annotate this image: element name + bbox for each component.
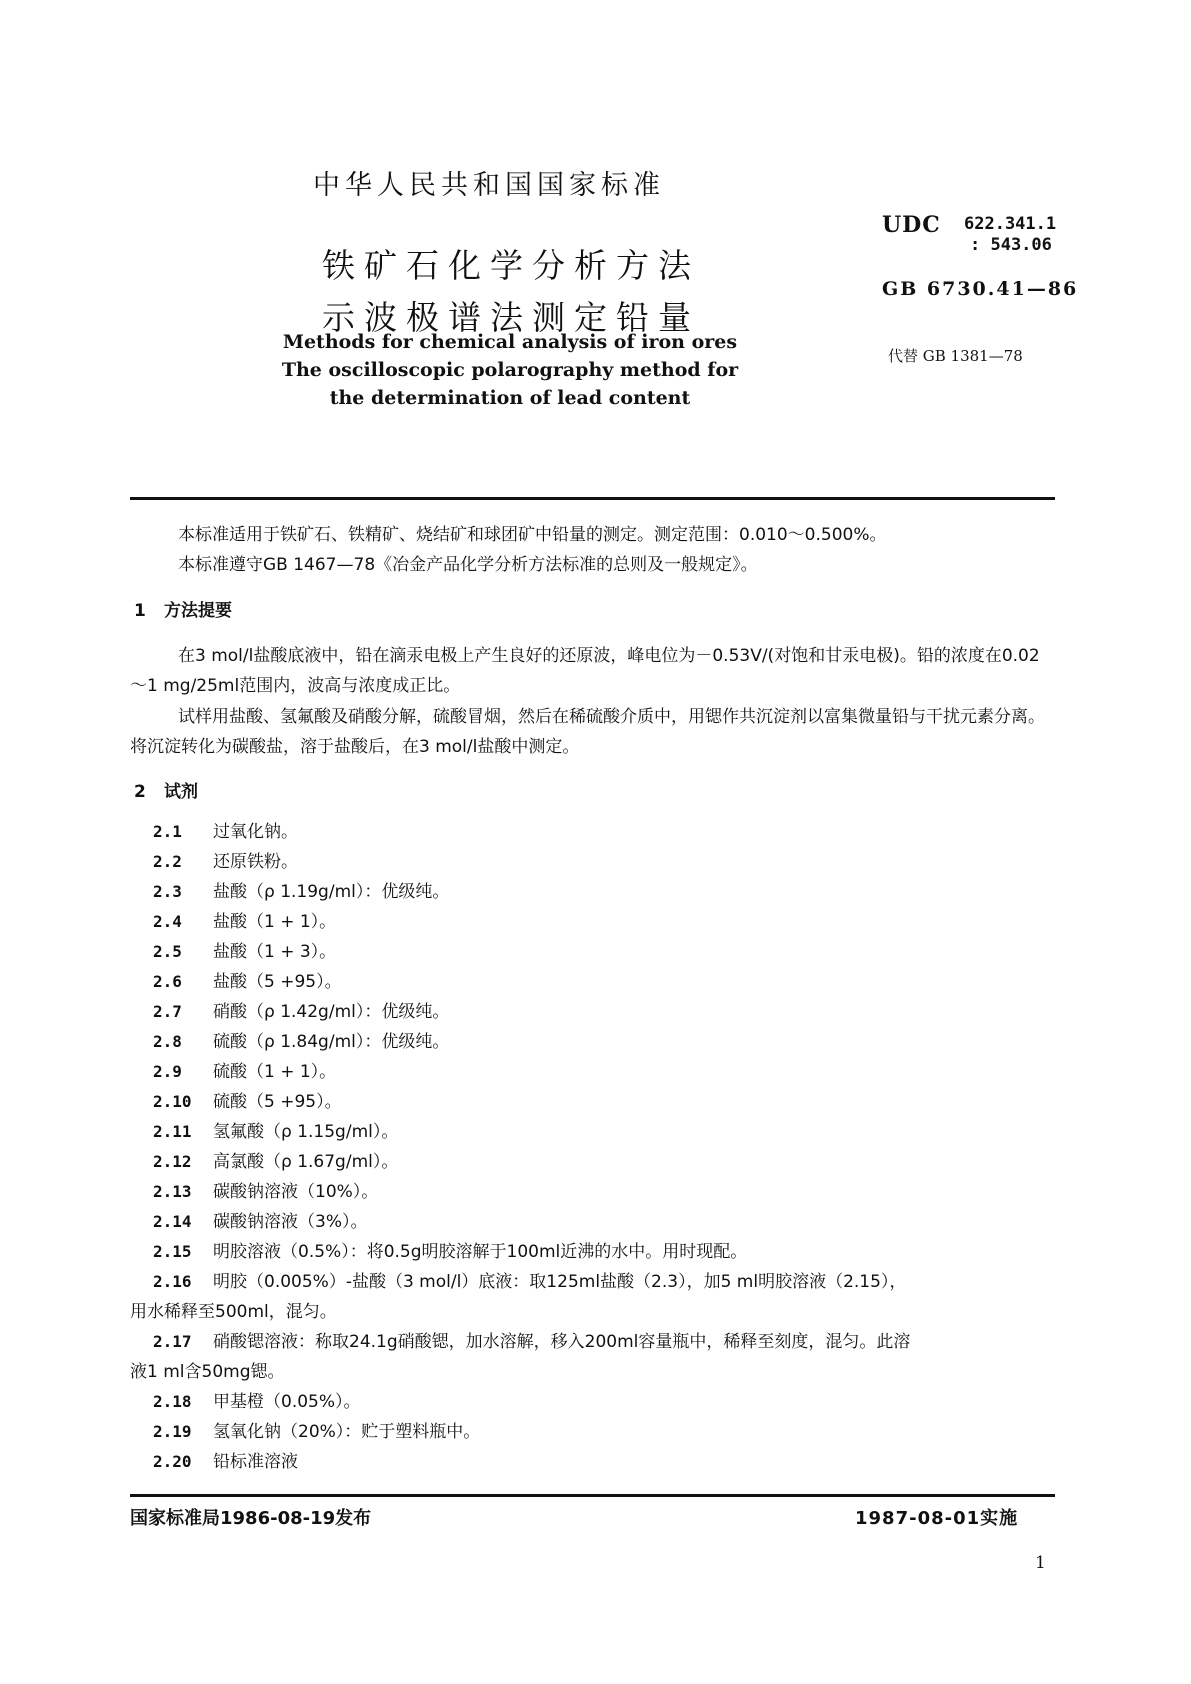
title-en-line3: the determination of lead content (329, 387, 691, 409)
intro-scope: 本标准适用于铁矿石、铁精矿、烧结矿和球团矿中铅量的测定。测定范围：0.010～0.500%。 (178, 525, 887, 545)
reagent-item: 2.7 硝酸（ρ 1.42g/ml）：优级纯。 (153, 1002, 450, 1022)
udc-label: UDC (882, 212, 941, 238)
national-standard-heading: 中华人民共和国国家标准 (313, 170, 665, 201)
header-divider (130, 497, 1055, 500)
replaces-note: 代替 GB 1381—78 (888, 347, 1023, 365)
reagent-item: 2.5 盐酸（1 + 3）。 (153, 942, 337, 962)
title-en-line1: Methods for chemical analysis of iron ores (282, 331, 738, 353)
section-1-heading (134, 596, 232, 621)
reagent-item: 2.20 铅标准溶液 (153, 1452, 298, 1472)
reagent-item: 2.1 过氧化钠。 (153, 822, 298, 842)
reagent-item: 2.13 碳酸钠溶液（10%）。 (153, 1182, 379, 1202)
reagent-item: 2.10 硫酸（5 +95）。 (153, 1092, 342, 1112)
title-en-line2: The oscilloscopic polarography method for (281, 359, 739, 381)
reagent-item: 2.18 甲基橙（0.05%）。 (153, 1392, 361, 1412)
reagent-item: 2.8 硫酸（ρ 1.84g/ml）：优级纯。 (153, 1032, 450, 1052)
reagent-item: 2.14 碳酸钠溶液（3%）。 (153, 1212, 368, 1232)
reagent-item: 2.16 明胶（0.005%）-盐酸（3 mol/l）底液：取125ml盐酸（2.3），加5 ml明胶溶液（2.15）， (153, 1272, 907, 1292)
reagent-item: 2.6 盐酸（5 +95）。 (153, 972, 342, 992)
reagent-item: 2.3 盐酸（ρ 1.19g/ml）：优级纯。 (153, 882, 450, 902)
reagent-item: 2.9 硫酸（1 + 1）。 (153, 1062, 337, 1082)
title-cn-line1: 铁矿石化学分析方法 (322, 246, 700, 285)
section-1-para2: 试样用盐酸、氢氟酸及硝酸分解，硫酸冒烟，然后在稀硫酸介质中，用锶作共沉淀剂以富集微量铅与干扰元素分离。将沉淀转化为碳酸盐，溶于盐酸后，在3 mol/l盐酸中测定。 (130, 707, 1045, 757)
reagent-item: 2.15 明胶溶液（0.5%）：将0.5g明胶溶解于100ml近沸的水中。用时现配。 (153, 1242, 748, 1262)
gb-number: GB 6730.41—86 (882, 278, 1079, 300)
intro-compliance: 本标准遵守GB 1467—78《冶金产品化学分析方法标准的总则及一般规定》。 (178, 555, 758, 575)
effective-date: 1987-08-01实施 (855, 1508, 1019, 1529)
reagent-item-continuation: 液1 ml含50mg锶。 (130, 1362, 285, 1382)
title-cn-line2: 示波极谱法测定铅量 (322, 298, 700, 337)
section-2-title: 试剂 (164, 782, 198, 802)
section-1-number: 1 (134, 601, 146, 621)
reagent-item: 2.11 氢氟酸（ρ 1.15g/ml）。 (153, 1122, 399, 1142)
page-number: 1 (1035, 1553, 1046, 1573)
section-2-heading (134, 777, 198, 802)
reagent-item: 2.19 氢氧化钠（20%）：贮于塑料瓶中。 (153, 1422, 481, 1442)
issue-date: 国家标准局1986-08-19发布 (130, 1508, 372, 1529)
footer-divider (130, 1494, 1055, 1497)
section-1-para1: 在3 mol/l盐酸底液中，铅在滴汞电极上产生良好的还原波，峰电位为－0.53V/(对饱和甘汞电极)。铅的浓度在0.02～1 mg/25ml范围内，波高与浓度成正比。 (130, 646, 1040, 696)
reagent-item: 2.2 还原铁粉。 (153, 852, 298, 872)
section-1-title: 方法提要 (164, 601, 232, 621)
reagent-item: 2.12 高氯酸（ρ 1.67g/ml）。 (153, 1152, 399, 1172)
reagent-item-continuation: 用水稀释至500ml，混匀。 (130, 1302, 337, 1322)
udc-number-line1: 622.341.1 (964, 214, 1057, 234)
section-2-number: 2 (134, 782, 146, 802)
udc-number-line2: : 543.06 (970, 235, 1052, 255)
reagent-item: 2.4 盐酸（1 + 1）。 (153, 912, 337, 932)
reagent-item: 2.17 硝酸锶溶液：称取24.1g硝酸锶，加水溶解，移入200ml容量瓶中，稀释至刻度，混匀。此溶 (153, 1332, 911, 1352)
reagent-list (130, 817, 1053, 1477)
